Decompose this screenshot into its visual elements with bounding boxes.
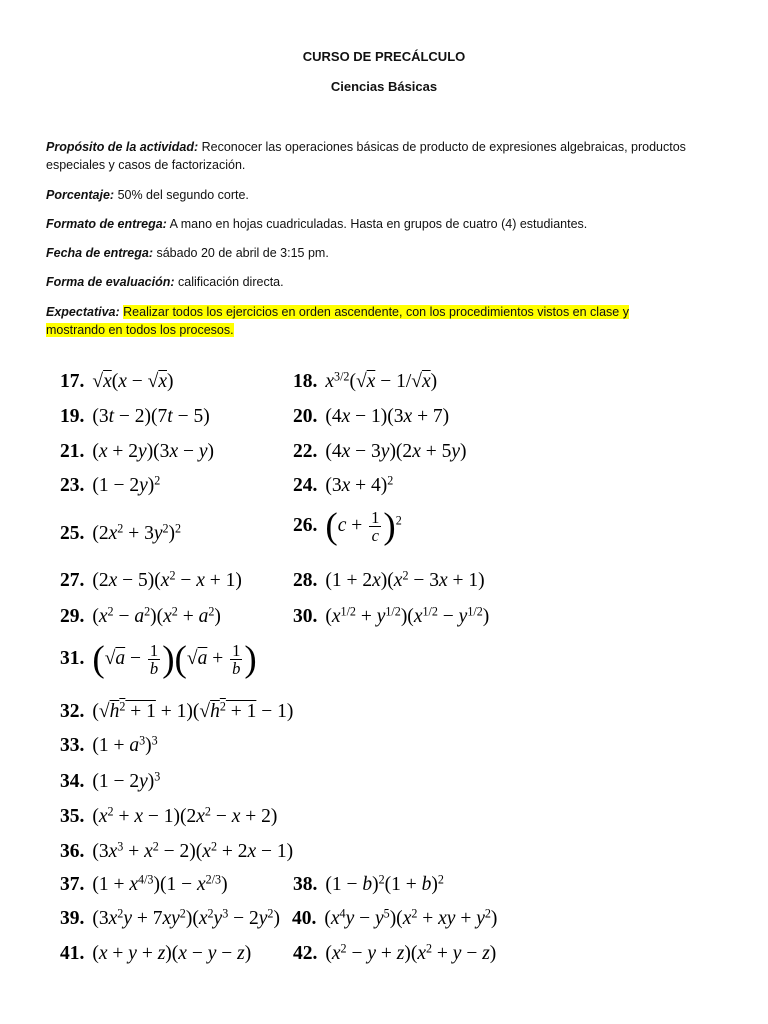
exercise-25: 25. $(2x^2 + 3y^2)^2$ xyxy=(60,521,182,544)
exercise-22: 22. (4x − 3y)(2x + 5y) xyxy=(293,441,467,462)
exercise-27: 27. $(2x - 5)(x^2 - x + 1)$ xyxy=(60,568,242,591)
exercise-21: 21. (x + 2y)(3x − y) xyxy=(60,441,214,462)
exercise-18: 18. $x^{3/2}(√x - 1/√x)$ xyxy=(293,369,438,392)
expectation-text: Realizar todos los ejercicios en orden ascendente, con los procedimientos vistos en clase y mostrando en todos los procesos. xyxy=(46,305,629,337)
exercise-33: 33. $(1 + a^3)^3$ xyxy=(60,733,158,756)
purpose-label: Propósito de la actividad: xyxy=(46,140,199,154)
exercise-17: 17. √x(x − √x) xyxy=(60,371,174,392)
evaluation-label: Forma de evaluación: xyxy=(46,275,175,289)
exercise-42: 42. $(x^2 - y + z)(x^2 + y - z)$ xyxy=(293,941,497,964)
expectation-line xyxy=(46,303,686,339)
exercise-26: 26. (c + $\frac{1}{c}$ )$^2$ xyxy=(293,506,402,547)
exercise-23: 23. $(1 - 2y)^2$ xyxy=(60,473,161,496)
exercise-24: 24. $(3x + 4)^2$ xyxy=(293,473,394,496)
purpose-line xyxy=(46,138,686,174)
exercise-37: 37. $(1 + x^{4/3})(1 - x^{2/3})$ xyxy=(60,872,228,895)
exercise-32: 32. $(√h^2 + 1 + 1)(√h^2 + 1 - 1)$ xyxy=(60,699,294,722)
format-line xyxy=(46,215,686,233)
exercise-28: 28. $(1 + 2x)(x^2 - 3x + 1)$ xyxy=(293,568,485,591)
expectation-label: Expectativa: xyxy=(46,305,120,319)
exercise-19: 19. (3t − 2)(7t − 5) xyxy=(60,406,210,427)
format-label: Formato de entrega: xyxy=(46,217,167,231)
exercise-20: 20. (4x − 1)(3x + 7) xyxy=(293,406,450,427)
exercise-39: 39. $(3x^2y + 7xy^2)(x^2y^3 - 2y^2)$ xyxy=(60,906,280,929)
percent-label: Porcentaje: xyxy=(46,188,115,202)
exercise-35: 35. $(x^2 + x - 1)(2x^2 - x + 2)$ xyxy=(60,804,278,827)
date-text: sábado 20 de abril de 3:15 pm. xyxy=(152,246,329,260)
purpose-text: Reconocer las operaciones básicas de producto de expresiones algebraicas, productos especiales y casos de factorización. xyxy=(46,140,686,172)
exercise-29: 29. $(x^2 - a^2)(x^2 + a^2)$ xyxy=(60,604,221,627)
exercise-40: 40. $(x^4y - y^5)(x^2$ + xy + $y^2$) xyxy=(292,906,498,929)
date-label: Fecha de entrega: xyxy=(46,246,153,260)
percent-line xyxy=(46,186,686,204)
exercise-34: 34. $(1 - 2y)^3$ xyxy=(60,769,161,792)
format-text: A mano en hojas cuadriculadas. Hasta en grupos de cuatro (4) estudiantes. xyxy=(166,217,588,231)
evaluation-line xyxy=(46,273,686,291)
exercise-31: 31. (√a − $\frac{1}{b}$ )(√a + $\frac{1}{b}$ ) xyxy=(60,639,257,680)
exercise-30: 30. $(x^{1/2} + y^{1/2})(x^{1/2} - y^{1/2})$ xyxy=(293,604,490,627)
evaluation-text: calificación directa. xyxy=(174,275,284,289)
exercise-36: 36. $(3x^3 + x^2 - 2)(x^2 + 2x - 1)$ xyxy=(60,839,294,862)
exercise-38: 38. $(1 - b)^2(1 + b)^2$ xyxy=(293,872,444,895)
percent-text: 50% del segundo corte. xyxy=(114,188,249,202)
course-subtitle: Ciencias Básicas xyxy=(330,79,438,94)
exercise-41: 41. (x + y + z)(x − y − z) xyxy=(60,943,252,964)
date-line xyxy=(46,244,686,262)
course-title: CURSO DE PRECÁLCULO xyxy=(302,49,466,64)
